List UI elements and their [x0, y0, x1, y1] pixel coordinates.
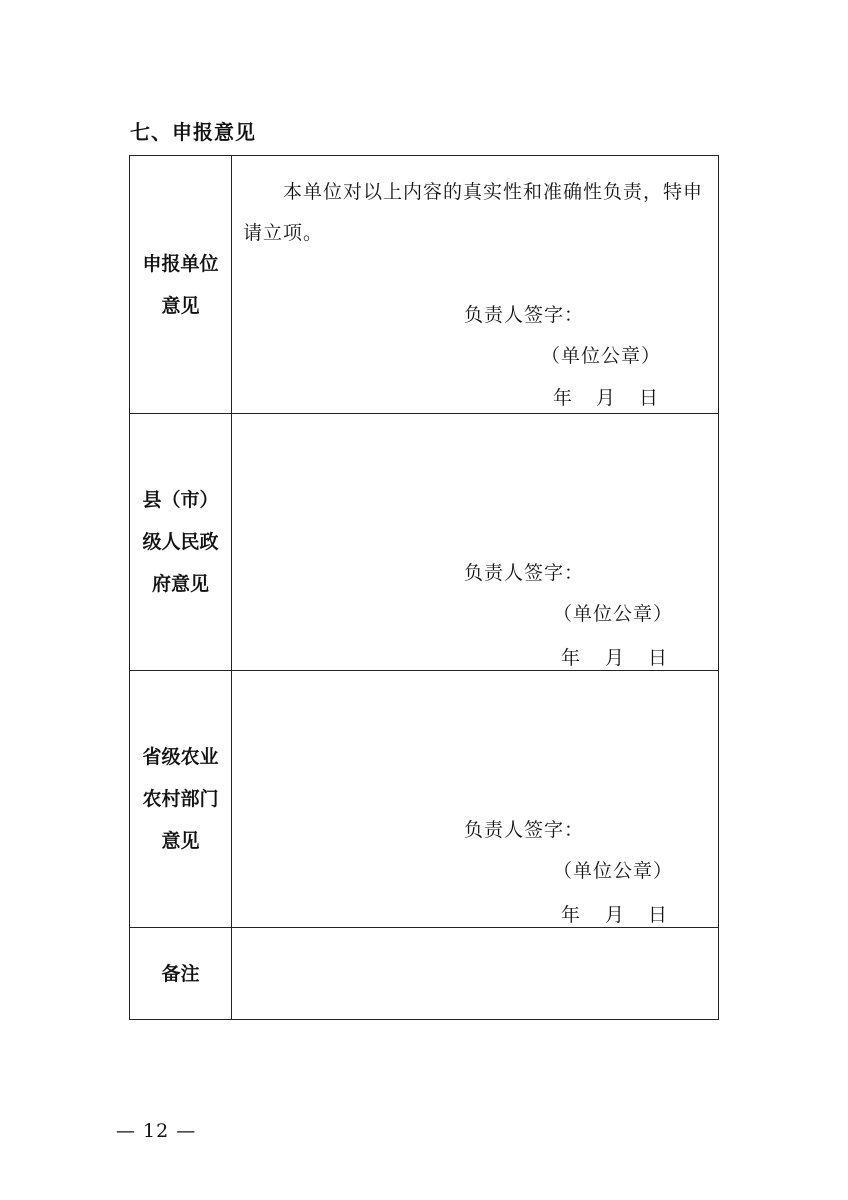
label-line: 农村部门	[142, 788, 219, 810]
opinion-cell-applicant[interactable]	[232, 156, 719, 414]
label-line: 级人民政	[142, 531, 219, 553]
table-row	[130, 156, 719, 414]
table-row	[130, 671, 719, 928]
label-line: 省级农业	[142, 746, 219, 768]
label-line: 意见	[161, 294, 200, 317]
label-line: 府意见	[151, 573, 209, 595]
page-number: — 12 —	[116, 1120, 197, 1142]
date-line	[553, 383, 573, 410]
row-label-province	[130, 671, 232, 928]
section-title: 七、申报意见	[130, 120, 256, 144]
label-line: 申报单位	[142, 252, 219, 275]
signer-label: 负责人签字：	[464, 562, 585, 584]
table-row	[130, 414, 719, 671]
row-label-county	[130, 414, 232, 671]
table-row	[130, 928, 719, 1020]
opinion-form-table	[129, 155, 719, 1020]
opinion-cell-county[interactable]	[232, 414, 719, 671]
declaration-text: 本单位对以上内容的真实性和准确性负责，特申请立项。	[243, 181, 704, 244]
date-month: 月	[596, 387, 617, 409]
date-day: 日	[648, 904, 669, 926]
signer-label: 负责人签字：	[464, 304, 585, 326]
date-year: 年	[553, 387, 574, 409]
opinion-cell-province[interactable]	[232, 671, 719, 928]
date-year: 年	[561, 904, 582, 926]
date-month: 月	[605, 647, 626, 669]
label-line: 县（市）	[142, 489, 219, 511]
label-line: 意见	[161, 830, 200, 852]
label-line: 备注	[161, 962, 200, 985]
row-label-applicant	[130, 156, 232, 414]
seal-label: （单位公章）	[553, 860, 674, 882]
row-label-remarks	[130, 928, 232, 1020]
date-year: 年	[561, 647, 582, 669]
date-month: 月	[605, 904, 626, 926]
date-day: 日	[639, 387, 660, 409]
remarks-cell[interactable]	[232, 928, 719, 1020]
seal-label: （单位公章）	[541, 345, 662, 367]
date-day: 日	[648, 647, 669, 669]
signer-label: 负责人签字：	[464, 819, 585, 841]
seal-label: （单位公章）	[553, 603, 674, 625]
